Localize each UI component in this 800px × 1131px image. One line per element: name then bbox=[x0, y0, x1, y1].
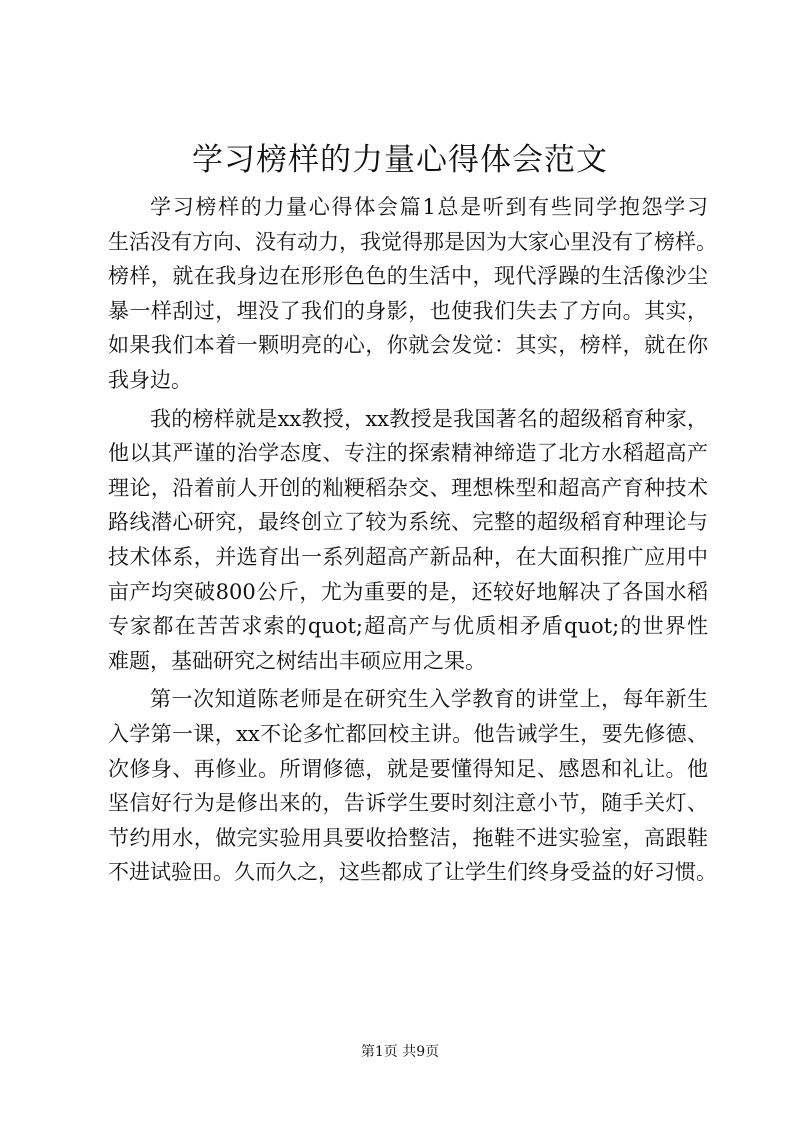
text-line: 理论，沿着前人开创的籼粳稻杂交、理想株型和超高产育种技术 bbox=[108, 475, 708, 500]
text-line: 他以其严谨的治学态度、专注的探索精神缔造了北方水稻超高产 bbox=[108, 441, 708, 466]
text-line: 坚信好行为是修出来的，告诉学生要时刻注意小节，随手关灯、 bbox=[108, 791, 708, 816]
paragraph-1 bbox=[108, 190, 717, 398]
text-line: 我的榜样就是xx教授，xx教授是我国著名的超级稻育种家， bbox=[150, 406, 708, 431]
page-number-footer: 第1页 共9页 bbox=[360, 1044, 440, 1060]
document-title: 学习榜样的力量心得体会范文 bbox=[192, 142, 608, 178]
text-line: 暴一样刮过，埋没了我们的身影，也使我们失去了方向。其实， bbox=[108, 298, 708, 323]
text-line: 节约用水，做完实验用具要收拾整洁，拖鞋不进实验室，高跟鞋 bbox=[108, 825, 708, 850]
text-line: 技术体系，并选育出一系列超高产新品种，在大面积推广应用中 bbox=[108, 544, 708, 569]
text-line: 亩产均突破800公斤，尤为重要的是，还较好地解决了各国水稻 bbox=[108, 579, 708, 604]
text-line: 榜样，就在我身边在形形色色的生活中，现代浮躁的生活像沙尘 bbox=[108, 264, 708, 289]
text-line: 生活没有方向、没有动力，我觉得那是因为大家心里没有了榜样。 bbox=[108, 229, 717, 254]
text-line: 难题，基础研究之树结出丰硕应用之果。 bbox=[108, 648, 486, 673]
paragraph-3 bbox=[108, 682, 717, 890]
document-body bbox=[108, 190, 717, 894]
text-line: 我身边。 bbox=[108, 367, 192, 392]
text-line: 入学第一课，xx不论多忙都回校主讲。他告诫学生，要先修德、 bbox=[108, 721, 708, 746]
text-line: 不进试验田。久而久之，这些都成了让学生们终身受益的好习惯。 bbox=[108, 860, 717, 885]
text-line: 次修身、再修业。所谓修德，就是要懂得知足、感恩和礼让。他 bbox=[108, 756, 708, 781]
text-line: 学习榜样的力量心得体会篇1总是听到有些同学抱怨学习 bbox=[150, 195, 708, 219]
text-line: 专家都在苦苦求索的quot;超高产与优质相矛盾quot;的世界性 bbox=[108, 614, 708, 639]
text-line: 如果我们本着一颗明亮的心，你就会发觉：其实，榜样，就在你 bbox=[108, 333, 708, 358]
text-line: 第一次知道陈老师是在研究生入学教育的讲堂上，每年新生 bbox=[150, 687, 708, 712]
paragraph-2 bbox=[108, 402, 708, 679]
text-line: 路线潜心研究，最终创立了较为系统、完整的超级稻育种理论与 bbox=[108, 510, 708, 535]
